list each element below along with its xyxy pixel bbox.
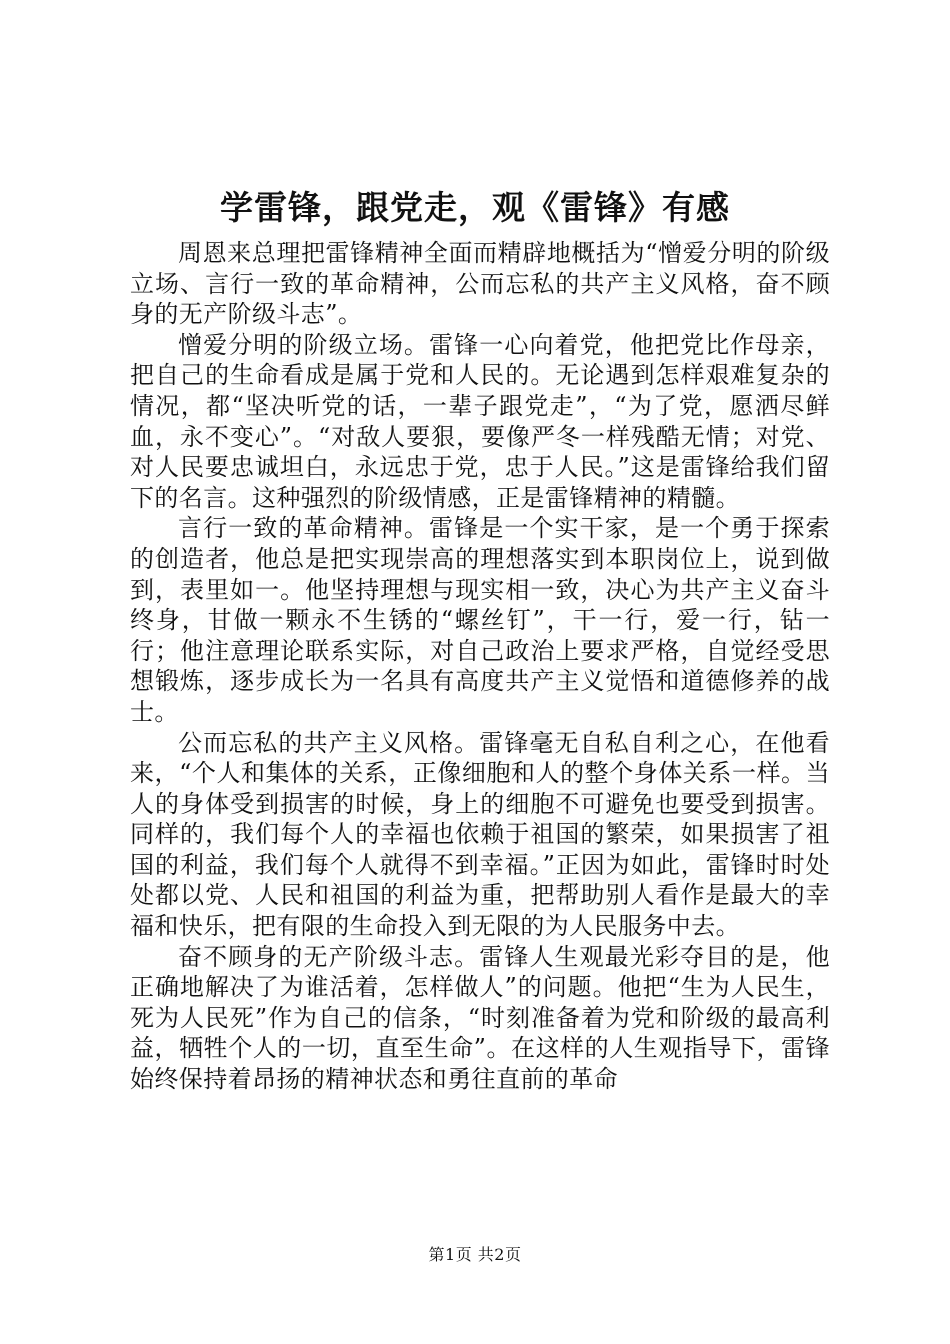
- paragraph-5: 奋不顾身的无产阶级斗志。雷锋人生观最光彩夺目的是，他正确地解决了为谁活着，怎样做人”的问题。他把“生为人民生，死为人民死”作为自己的信条，“时刻准备着为党和阶级的最高利益，牺牲个人的一切，直至生命”。在这样的人生观指导下，雷锋始终保持着昂扬的精神状态和勇往直前的革命: [130, 942, 830, 1094]
- paragraph-3: 言行一致的革命精神。雷锋是一个实干家，是一个勇于探索的创造者，他总是把实现崇高的理想落实到本职岗位上，说到做到，表里如一。他坚持理想与现实相一致，决心为共产主义奋斗终身，甘做一颗永不生锈的“螺丝钉”，干一行，爱一行，钻一行；他注意理论联系实际，对自己政治上要求严格，自觉经受思想锻炼，逐步成长为一名具有高度共产主义觉悟和道德修养的战士。: [130, 514, 830, 726]
- paragraph-2: 憎爱分明的阶级立场。雷锋一心向着党，他把党比作母亲，把自己的生命看成是属于党和人民的。无论遇到怎样艰难复杂的情况，都“坚决听党的话，一辈子跟党走”，“为了党，愿洒尽鲜血，永不变心”。“对敌人要狠，要像严冬一样残酷无情；对党、对人民要忠诚坦白，永远忠于党，忠于人民。”这是雷锋给我们留下的名言。这种强烈的阶级情感，正是雷锋精神的精髓。: [130, 330, 830, 512]
- paragraph-4: 公而忘私的共产主义风格。雷锋毫无自私自利之心，在他看来，“个人和集体的关系，正像细胞和人的整个身体关系一样。当人的身体受到损害的时候，身上的细胞不可避免也要受到损害。同样的，我们每个人的幸福也依赖于祖国的繁荣，如果损害了祖国的利益，我们每个人就得不到幸福。”正因为如此，雷锋时时处处都以党、人民和祖国的利益为重，把帮助别人看作是最大的幸福和快乐，把有限的生命投入到无限的为人民服务中去。: [130, 728, 830, 941]
- page-number-footer: 第1页 共2页: [428, 1245, 522, 1264]
- document-title: 学雷锋，跟党走，观《雷锋》有感: [220, 188, 730, 227]
- document-body: [130, 238, 830, 1095]
- paragraph-1: 周恩来总理把雷锋精神全面而精辟地概括为“憎爱分明的阶级立场、言行一致的革命精神，公而忘私的共产主义风格，奋不顾身的无产阶级斗志”。: [130, 239, 830, 329]
